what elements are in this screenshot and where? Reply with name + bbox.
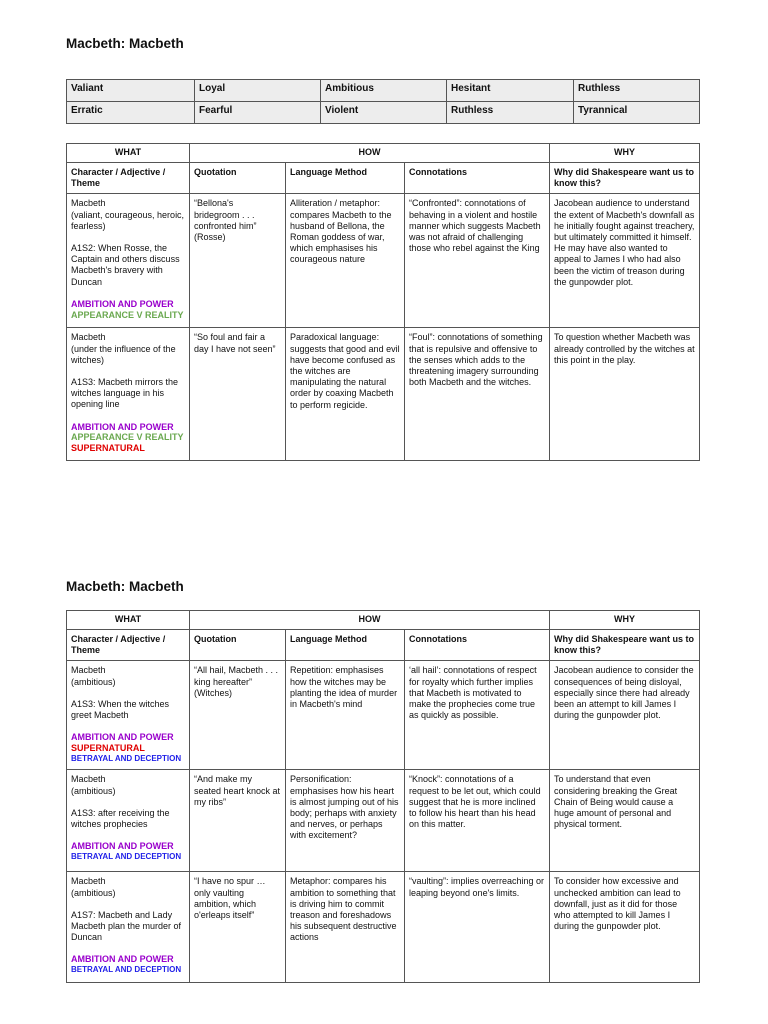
analysis-table — [66, 143, 700, 461]
scene-text: A1S3: When the witches greet Macbeth — [71, 698, 170, 721]
header-how: HOW — [190, 611, 550, 630]
theme-betrayal: BETRAYAL AND DECEPTION — [71, 852, 182, 862]
why-cell: To understand that even considering breaking the Great Chain of Being would cause a huge amount of personal and physical torment. — [550, 770, 700, 872]
character-text: Macbeth (under the influence of the witches) — [71, 332, 176, 365]
why-cell: To consider how excessive and unchecked ambition can lead to downfall, just as it did for those who attempted to kill James I during the gunpowder plot. — [550, 872, 700, 983]
adjective-table — [66, 79, 700, 124]
method-cell: Alliteration / metaphor: compares Macbeth to the husband of Bellona, the Roman goddess of war, which emphasises his courageous nature — [286, 194, 405, 328]
adjective-cell: Tyrannical — [574, 102, 700, 124]
analysis-table — [66, 610, 700, 983]
character-cell — [67, 872, 190, 983]
subheader-connotations: Connotations — [405, 163, 550, 194]
quotation-cell: “Bellona's bridegroom . . . confronted him” (Rosse) — [190, 194, 286, 328]
scene-text: A1S3: after receiving the witches prophecies — [71, 807, 170, 830]
page-title: Macbeth: Macbeth — [66, 579, 184, 594]
quotation-cell: “All hail, Macbeth . . . king hereafter” (Witches) — [190, 661, 286, 770]
header-what: WHAT — [67, 144, 190, 163]
theme-ambition: AMBITION AND POWER — [71, 732, 174, 743]
header-why: WHY — [550, 611, 700, 630]
character-text: Macbeth (ambitious) — [71, 774, 116, 796]
theme-appearance: APPEARANCE V REALITY — [71, 309, 184, 320]
method-cell: Paradoxical language: suggests that good and evil have become confused as the witches are manipulating the natural order by coaxing Macbeth to perform regicide. — [286, 328, 405, 461]
method-cell: Metaphor: compares his ambition to something that is driving him to commit treason and foreshadows his subsequent destructive actions — [286, 872, 405, 983]
theme-supernatural: SUPERNATURAL — [71, 443, 145, 454]
adjective-cell: Hesitant — [447, 80, 574, 102]
why-cell: Jacobean audience to consider the consequences of being disloyal, especially since there had already been an attempt to kill James I during the gunpowder plot. — [550, 661, 700, 770]
method-cell: Repetition: emphasises how the witches may be planting the idea of murder in Macbeth's mind — [286, 661, 405, 770]
adjective-cell: Fearful — [195, 102, 321, 124]
quotation-cell: “So foul and fair a day I have not seen” — [190, 328, 286, 461]
adjective-row — [67, 80, 700, 102]
why-cell: To question whether Macbeth was already controlled by the witches at this point in the play. — [550, 328, 700, 461]
character-cell — [67, 194, 190, 328]
theme-betrayal: BETRAYAL AND DECEPTION — [71, 965, 182, 975]
theme-ambition: AMBITION AND POWER — [71, 954, 174, 965]
header-row — [67, 144, 700, 163]
quotation-cell: “And make my seated heart knock at my ribs” — [190, 770, 286, 872]
table-row — [67, 328, 700, 461]
adjective-cell: Erratic — [67, 102, 195, 124]
theme-betrayal: BETRAYAL AND DECEPTION — [71, 753, 182, 763]
adjective-row — [67, 102, 700, 124]
character-cell — [67, 770, 190, 872]
header-row — [67, 611, 700, 630]
subheader-character: Character / Adjective / Theme — [67, 163, 190, 194]
header-how: HOW — [190, 144, 550, 163]
theme-ambition: AMBITION AND POWER — [71, 421, 174, 432]
scene-text: A1S3: Macbeth mirrors the witches language in his opening line — [71, 377, 179, 410]
character-cell — [67, 661, 190, 770]
theme-supernatural: SUPERNATURAL — [71, 743, 145, 754]
header-why: WHY — [550, 144, 700, 163]
subheader-row — [67, 163, 700, 194]
character-cell — [67, 328, 190, 461]
subheader-method: Language Method — [286, 163, 405, 194]
subheader-character: Character / Adjective / Theme — [67, 630, 190, 661]
connotations-cell: “Knock”: connotations of a request to be let out, which could suggest that he is more inclined to follow his heart than his head on this matter. — [405, 770, 550, 872]
method-cell: Personification: emphasises how his heart is almost jumping out of his body; perhaps with anxiety and nerves, or perhaps with excitement? — [286, 770, 405, 872]
adjective-cell: Loyal — [195, 80, 321, 102]
subheader-why: Why did Shakespeare want us to know this? — [550, 630, 700, 661]
connotations-cell: ‘all hail’: connotations of respect for royalty which further implies that Macbeth is motivated to make the prophecies come true as quickly as possible. — [405, 661, 550, 770]
subheader-quotation: Quotation — [190, 630, 286, 661]
connotations-cell: “vaulting”: implies overreaching or leaping beyond one's limits. — [405, 872, 550, 983]
table-row — [67, 770, 700, 872]
theme-ambition: AMBITION AND POWER — [71, 298, 174, 309]
adjective-cell: Ambitious — [321, 80, 447, 102]
character-text: Macbeth (valiant, courageous, heroic, fearless) — [71, 198, 185, 231]
why-cell: Jacobean audience to understand the extent of Macbeth's downfall as he initially fought against treachery, but ultimately committed it himself. He may have also wanted to appeal to James I who had also been the victim of treason during the gunpowder plot. — [550, 194, 700, 328]
subheader-quotation: Quotation — [190, 163, 286, 194]
table-row — [67, 194, 700, 328]
connotations-cell: “Confronted”: connotations of behaving in a violent and hostile manner which suggests Macbeth was not afraid of challenging those who rebel against the King — [405, 194, 550, 328]
subheader-connotations: Connotations — [405, 630, 550, 661]
table-row — [67, 661, 700, 770]
adjective-cell: Violent — [321, 102, 447, 124]
theme-appearance: APPEARANCE V REALITY — [71, 432, 184, 443]
scene-text: A1S2: When Rosse, the Captain and others discuss Macbeth's bravery with Duncan — [71, 243, 180, 287]
page-title: Macbeth: Macbeth — [66, 36, 184, 51]
adjective-cell: Ruthless — [447, 102, 574, 124]
subheader-why: Why did Shakespeare want us to know this? — [550, 163, 700, 194]
character-text: Macbeth (ambitious) — [71, 665, 116, 687]
header-what: WHAT — [67, 611, 190, 630]
subheader-row — [67, 630, 700, 661]
adjective-cell: Ruthless — [574, 80, 700, 102]
character-text: Macbeth (ambitious) — [71, 876, 116, 898]
subheader-method: Language Method — [286, 630, 405, 661]
quotation-cell: “I have no spur … only vaulting ambition, which o'erleaps itself” — [190, 872, 286, 983]
theme-ambition: AMBITION AND POWER — [71, 841, 174, 852]
table-row — [67, 872, 700, 983]
adjective-cell: Valiant — [67, 80, 195, 102]
connotations-cell: “Foul”: connotations of something that is repulsive and offensive to the senses which adds to the threatening imagery surrounding both Macbeth and the witches. — [405, 328, 550, 461]
scene-text: A1S7: Macbeth and Lady Macbeth plan the murder of Duncan — [71, 909, 182, 943]
